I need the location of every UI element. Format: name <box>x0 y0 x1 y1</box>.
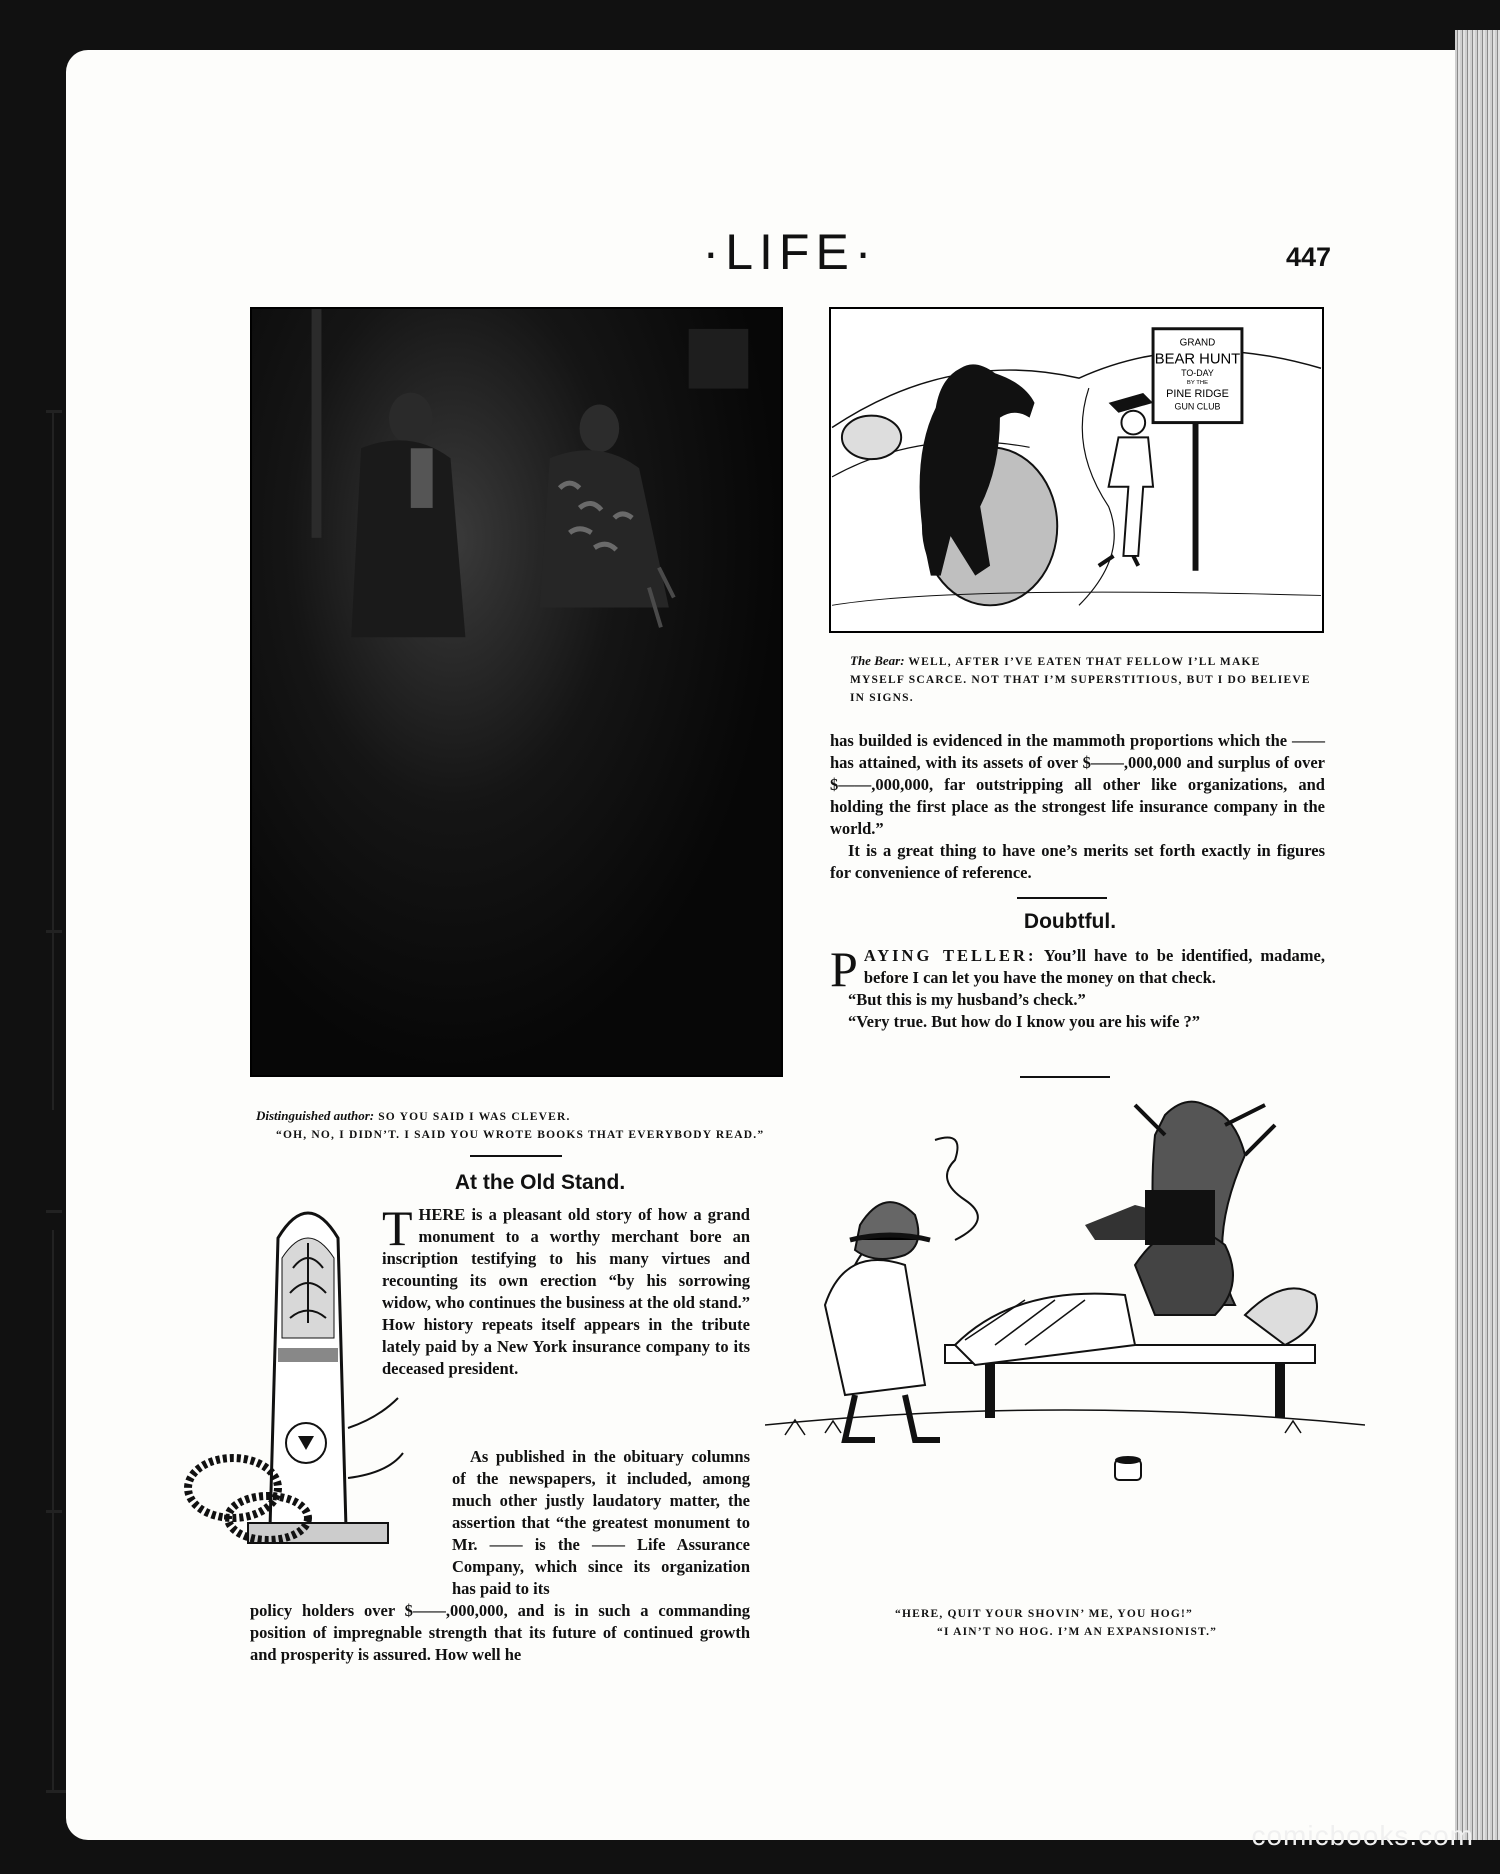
tramps-caption-line2: “I AIN’T NO HOG. I’M AN EXPANSIONIST.” <box>937 1626 1218 1638</box>
bear-caption-line1: WELL, AFTER I’VE EATEN THAT FELLOW I’LL MAKE <box>908 656 1261 668</box>
page-number: 447 <box>1286 242 1332 272</box>
photo-caption-line2: “OH, NO, I DIDN’T. I SAID YOU WROTE BOOKS THAT EVERYBODY READ.” <box>276 1129 765 1141</box>
section-rule <box>1017 897 1107 899</box>
old-stand-text-top <box>382 1200 750 1380</box>
doubtful-line1: You’ll have to be identified, madame, before I can let you have the money on that check. <box>863 946 1325 987</box>
sign-line-3: TO-DAY <box>1181 368 1214 379</box>
photo-caption-line1: SO YOU SAID I WAS CLEVER. <box>378 1111 571 1123</box>
bear-caption <box>850 652 1325 707</box>
continuation-paragraph-1: has builded is evidenced in the mammoth proportions which the —— has attained, with its assets of over $——,000,000 and surplus of over $——,000,000, far outstripping all other like organizations, and holding the first place as the strongest life insurance company in the world.” <box>830 731 1325 838</box>
old-stand-dropcap: T <box>382 1200 413 1256</box>
sign-line-4: BY THE <box>1186 380 1209 387</box>
doubtful-dropcap: P <box>830 941 858 997</box>
tramps-bench-cartoon <box>765 1095 1365 1565</box>
doubtful-lead: AYING TELLER: <box>863 946 1037 965</box>
tramps-caption <box>895 1605 1315 1641</box>
old-stand-text-bottom <box>250 1600 750 1666</box>
page-stack-edge <box>1455 30 1500 1840</box>
photo-caption-speaker: Distinguished author: <box>256 1108 375 1123</box>
sign-line-6: GUN CLUB <box>1174 401 1221 412</box>
bear-caption-speaker: The Bear: <box>850 653 905 668</box>
watermark: comicbooks.com <box>1251 1820 1474 1851</box>
continuation-text <box>830 730 1325 884</box>
sign-line-5: PINE RIDGE <box>1166 387 1229 400</box>
old-stand-title: At the Old Stand. <box>454 1171 626 1194</box>
masthead: ·LIFE· <box>702 224 878 280</box>
bear-hunt-cartoon <box>829 307 1324 633</box>
sign-line-1: GRAND <box>1179 337 1216 349</box>
old-stand-text-mid <box>452 1446 750 1600</box>
bear-caption-line2: MYSELF SCARCE. NOT THAT I’M SUPERSTITIOUS, BUT I DO BELIEVE <box>850 674 1311 686</box>
doubtful-text <box>830 941 1325 1033</box>
old-stand-paragraph-top: HERE is a pleasant old story of how a grand monument to a worthy merchant bore an inscription testifying to his many virtues and recounting its own erection “by his sorrowing widow, who continues the business at the old stand.” How history repeats itself appears in the tribute lately paid by a New York insurance company to its deceased president. <box>382 1205 750 1378</box>
bear-caption-line3: IN SIGNS. <box>850 692 914 704</box>
section-rule <box>470 1155 562 1157</box>
old-stand-paragraph-mid: As published in the obituary columns of the newspapers, it included, among much other justly laudatory matter, the assertion that “the greatest monument to Mr. —— is the —— Life Assurance Company, which since its organization has paid to its <box>452 1447 750 1598</box>
doubtful-line2: “But this is my husband’s check.” <box>848 990 1086 1009</box>
section-rule <box>1020 1076 1110 1078</box>
doubtful-line3: “Very true. But how do I know you are his wife ?” <box>848 1012 1201 1031</box>
dark-photograph <box>250 307 783 1077</box>
continuation-paragraph-2: It is a great thing to have one’s merits set forth exactly in figures for convenience of reference. <box>830 841 1325 882</box>
doubtful-title: Doubtful. <box>1023 910 1117 933</box>
sign-line-2: BEAR HUNT <box>1154 351 1241 368</box>
tramps-caption-line1: “HERE, QUIT YOUR SHOVIN’ ME, YOU HOG!” <box>895 1608 1193 1620</box>
old-stand-paragraph-bottom: policy holders over $——,000,000, and is in such a commanding position of impregnable strength that its future of continued growth and prosperity is assured. How well he <box>250 1601 750 1664</box>
photo-caption <box>256 1107 796 1144</box>
